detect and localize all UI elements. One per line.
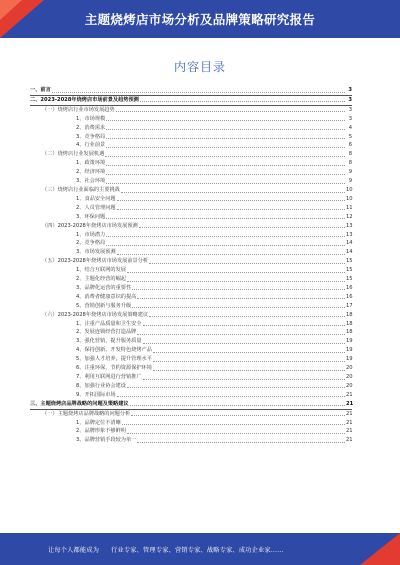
toc-entry-label: （一）烧烤店行业市场发展趋势 bbox=[42, 106, 115, 113]
toc-entry-label: 2、主题化经营的崛起 bbox=[76, 276, 126, 283]
toc-entry-label: 1、品牌定位不清晰 bbox=[76, 419, 121, 426]
toc-entry-label: 6、注重环保，节约资源保护环境 bbox=[76, 365, 152, 372]
toc-heading: 内容目录 bbox=[173, 60, 226, 74]
toc-entry-label: （三）烧烤店行业面临的主要挑战 bbox=[42, 186, 120, 193]
toc-entry[interactable] bbox=[30, 248, 352, 257]
toc-entry-label: 3、品牌营销手段较为单一 bbox=[76, 437, 137, 444]
toc-entry-page: 15 bbox=[346, 267, 353, 274]
toc-dot-leader bbox=[127, 281, 345, 282]
toc-entry-label: （二）烧烤店行业发展机遇 bbox=[42, 151, 105, 158]
toc-entry[interactable] bbox=[30, 382, 352, 391]
toc-entry-label: 8、加强行业协会建设 bbox=[76, 382, 126, 389]
toc-entry[interactable] bbox=[30, 266, 352, 275]
toc-entry-label: 3、竞争格局 bbox=[76, 133, 106, 140]
toc-entry-page: 3 bbox=[348, 106, 352, 113]
toc-entry[interactable] bbox=[30, 159, 352, 168]
toc-entry-page: 16 bbox=[346, 293, 353, 300]
toc-entry-page: 18 bbox=[346, 329, 353, 336]
toc-entry-label: 1、政策环境 bbox=[76, 160, 106, 167]
toc-entry[interactable] bbox=[30, 96, 352, 106]
footer-red-corner bbox=[360, 533, 400, 565]
toc-dot-leader bbox=[143, 379, 345, 380]
toc-dot-leader bbox=[121, 192, 345, 193]
slogan-lead: 让每个人都能成为 bbox=[48, 547, 100, 554]
toc-entry-page: 19 bbox=[346, 338, 353, 345]
toc-entry-label: 三、主题烧烤店品牌战略的问题及策略建议 bbox=[30, 400, 129, 407]
toc-dot-leader bbox=[105, 156, 345, 157]
toc-entry[interactable] bbox=[30, 133, 352, 142]
toc-dot-leader bbox=[139, 227, 345, 228]
toc-entry-page: 14 bbox=[346, 240, 353, 247]
toc-entry[interactable] bbox=[30, 86, 352, 96]
page-footer-band bbox=[0, 533, 400, 565]
toc-dot-leader bbox=[132, 289, 345, 290]
toc-entry-page: 5 bbox=[348, 133, 352, 140]
toc-entry-page: 15 bbox=[346, 276, 353, 283]
toc-entry[interactable] bbox=[30, 231, 352, 240]
table-of-contents bbox=[30, 86, 352, 445]
toc-entry-page: 11 bbox=[346, 204, 353, 211]
toc-dot-leader bbox=[106, 165, 345, 166]
toc-entry[interactable] bbox=[30, 257, 352, 266]
toc-dot-leader bbox=[117, 209, 345, 210]
toc-entry[interactable] bbox=[30, 222, 352, 231]
toc-dot-leader bbox=[127, 272, 345, 273]
toc-entry-page: 3 bbox=[348, 115, 352, 122]
toc-dot-leader bbox=[106, 120, 345, 121]
toc-entry-page: 8 bbox=[348, 160, 352, 167]
toc-entry-page: 8 bbox=[348, 151, 352, 158]
toc-entry-page: 21 bbox=[346, 419, 353, 426]
toc-entry-label: 2、经济环境 bbox=[76, 169, 106, 176]
toc-entry-label: 2、消费需求 bbox=[76, 124, 106, 131]
toc-dot-leader bbox=[137, 334, 345, 335]
toc-dot-leader bbox=[153, 370, 345, 371]
document-title: 主题烧烤店市场分析及品牌策略研究报告 bbox=[84, 12, 316, 27]
toc-entry-label: 3、强化营销，提升服务质量 bbox=[76, 338, 142, 345]
toc-entry-page: 21 bbox=[346, 391, 353, 398]
toc-entry-label: （六）2023-2028年烧烤店市场发展策略建议 bbox=[42, 311, 149, 318]
toc-entry-page: 20 bbox=[346, 374, 353, 380]
toc-entry-label: 二、2023-2028年烧烤店市场前景及趋势预测 bbox=[30, 96, 139, 103]
toc-entry-label: （一）主题烧烤店品牌战略的问题分析 bbox=[42, 410, 131, 417]
toc-entry-page: 10 bbox=[346, 195, 353, 202]
toc-dot-leader bbox=[137, 442, 345, 443]
toc-entry-label: 2、人员管理问题 bbox=[76, 204, 116, 211]
toc-entry-page: 14 bbox=[346, 249, 353, 256]
toc-entry-label: 2、品牌形象不够鲜明 bbox=[76, 428, 126, 435]
toc-entry[interactable] bbox=[30, 150, 352, 159]
toc-dot-leader bbox=[122, 424, 345, 425]
toc-dot-leader bbox=[140, 101, 345, 102]
toc-entry-page: 21 bbox=[346, 437, 353, 444]
toc-entry[interactable] bbox=[30, 410, 352, 419]
toc-entry[interactable] bbox=[30, 213, 352, 222]
toc-dot-leader bbox=[106, 218, 345, 219]
toc-dot-leader bbox=[117, 200, 345, 201]
toc-entry[interactable] bbox=[30, 204, 352, 213]
toc-dot-leader bbox=[106, 245, 345, 246]
toc-entry-label: 1、市场潜力 bbox=[76, 231, 106, 238]
toc-entry-label: （五）2023-2028年烧烤店市场发展前景分析 bbox=[42, 258, 149, 265]
toc-entry[interactable] bbox=[30, 400, 352, 410]
toc-entry[interactable] bbox=[30, 106, 352, 115]
toc-entry-page: 3 bbox=[348, 87, 352, 93]
toc-dot-leader bbox=[117, 254, 345, 255]
toc-entry[interactable] bbox=[30, 239, 352, 248]
toc-dot-leader bbox=[106, 129, 345, 130]
toc-dot-leader bbox=[127, 433, 345, 434]
toc-entry[interactable] bbox=[30, 355, 352, 364]
toc-dot-leader bbox=[106, 147, 345, 148]
toc-entry[interactable] bbox=[30, 391, 352, 400]
toc-entry[interactable] bbox=[30, 320, 352, 329]
toc-entry-page: 4 bbox=[348, 124, 352, 131]
toc-entry-label: 4、保持创新，开发特色烧烤产品 bbox=[76, 347, 152, 354]
toc-dot-leader bbox=[116, 111, 345, 112]
toc-dot-leader bbox=[143, 343, 345, 344]
toc-entry-label: 3、品牌化运营的重要性 bbox=[76, 284, 132, 291]
toc-dot-leader bbox=[132, 307, 345, 308]
toc-entry-label: 5、加强人才培养，提升管理水平 bbox=[76, 356, 152, 363]
toc-entry[interactable] bbox=[30, 427, 352, 436]
toc-entry-page: 10 bbox=[346, 186, 353, 193]
toc-dot-leader bbox=[131, 415, 345, 416]
toc-dot-leader bbox=[149, 316, 345, 317]
toc-entry[interactable] bbox=[30, 168, 352, 177]
toc-entry-page: 16 bbox=[346, 284, 353, 291]
toc-entry[interactable] bbox=[30, 115, 352, 124]
toc-entry-label: 2、发展连锁经营打造品牌 bbox=[76, 329, 137, 336]
toc-dot-leader bbox=[153, 361, 345, 362]
toc-entry-page: 21 bbox=[346, 410, 353, 417]
toc-entry-label: 一、前言 bbox=[30, 87, 51, 93]
toc-dot-leader bbox=[106, 174, 345, 175]
toc-entry-page: 20 bbox=[346, 365, 353, 372]
toc-entry[interactable] bbox=[30, 124, 352, 133]
toc-entry-label: 3、社会环境 bbox=[76, 178, 106, 185]
toc-dot-leader bbox=[149, 263, 345, 264]
toc-entry-label: 1、结合互联网的发展 bbox=[76, 267, 126, 274]
toc-entry-page: 17 bbox=[346, 302, 353, 309]
toc-entry[interactable] bbox=[30, 293, 352, 302]
toc-entry[interactable] bbox=[30, 337, 352, 346]
footer-slogan bbox=[48, 545, 284, 554]
toc-entry-label: 1、食品安全问题 bbox=[76, 195, 116, 202]
toc-entry-page: 6 bbox=[348, 142, 352, 149]
toc-entry[interactable] bbox=[30, 284, 352, 293]
toc-entry-label: 9、开拓国际市场 bbox=[76, 391, 116, 398]
toc-dot-leader bbox=[52, 92, 345, 93]
toc-entry-label: 4、行业前景 bbox=[76, 142, 106, 149]
toc-entry[interactable] bbox=[30, 364, 352, 373]
toc-entry[interactable] bbox=[30, 141, 352, 150]
toc-entry-page: 13 bbox=[346, 231, 353, 238]
toc-dot-leader bbox=[130, 405, 345, 406]
toc-entry-label: 3、环保问题 bbox=[76, 213, 106, 220]
toc-entry-label: 2、竞争格局 bbox=[76, 240, 106, 247]
toc-entry[interactable] bbox=[30, 186, 352, 195]
toc-entry-page: 18 bbox=[346, 320, 353, 327]
toc-entry-page: 21 bbox=[346, 400, 354, 407]
toc-entry-label: 1、市场规模 bbox=[76, 115, 106, 122]
toc-entry-page: 20 bbox=[346, 382, 353, 389]
page-header-band bbox=[0, 0, 400, 38]
toc-dot-leader bbox=[137, 298, 345, 299]
toc-entry[interactable] bbox=[30, 311, 352, 320]
toc-entry-label: 1、注重产品质量和卫生安全 bbox=[76, 320, 142, 327]
toc-dot-leader bbox=[106, 183, 345, 184]
toc-entry-label: 4、消费者健康意识的提高 bbox=[76, 293, 137, 300]
toc-entry[interactable] bbox=[30, 177, 352, 186]
toc-entry-page: 18 bbox=[346, 311, 353, 318]
toc-entry-label: （四）2023-2028年烧烤店市场发展预测 bbox=[42, 222, 138, 229]
toc-entry[interactable] bbox=[30, 195, 352, 204]
toc-entry-page: 9 bbox=[348, 169, 352, 176]
toc-entry[interactable] bbox=[30, 419, 352, 428]
toc-entry-page: 9 bbox=[348, 178, 352, 185]
toc-entry[interactable] bbox=[30, 328, 352, 337]
toc-entry[interactable] bbox=[30, 373, 352, 382]
toc-entry[interactable] bbox=[30, 302, 352, 311]
toc-entry-page: 12 bbox=[346, 213, 353, 220]
toc-entry[interactable] bbox=[30, 275, 352, 284]
toc-entry-page: 15 bbox=[346, 258, 353, 265]
toc-entry-label: 7、利用互联网进行营销推广 bbox=[76, 374, 142, 380]
toc-entry-page: 3 bbox=[348, 96, 352, 103]
toc-entry-page: 19 bbox=[346, 347, 353, 354]
toc-entry-label: 3、市场发展预测 bbox=[76, 249, 116, 256]
toc-entry-page: 13 bbox=[346, 222, 353, 229]
toc-dot-leader bbox=[106, 236, 345, 237]
toc-entry-page: 19 bbox=[346, 356, 353, 363]
toc-dot-leader bbox=[106, 138, 345, 139]
toc-entry[interactable] bbox=[30, 436, 352, 445]
toc-entry-page: 21 bbox=[346, 428, 353, 435]
toc-dot-leader bbox=[117, 396, 345, 397]
toc-entry-label: 5、营销创新与服务升级 bbox=[76, 302, 132, 309]
toc-dot-leader bbox=[143, 325, 345, 326]
toc-dot-leader bbox=[127, 387, 345, 388]
toc-entry[interactable] bbox=[30, 346, 352, 355]
slogan-tail: 行业专家、管理专家、营销专家、战略专家、成功企业家…… bbox=[111, 547, 284, 554]
toc-dot-leader bbox=[153, 352, 345, 353]
